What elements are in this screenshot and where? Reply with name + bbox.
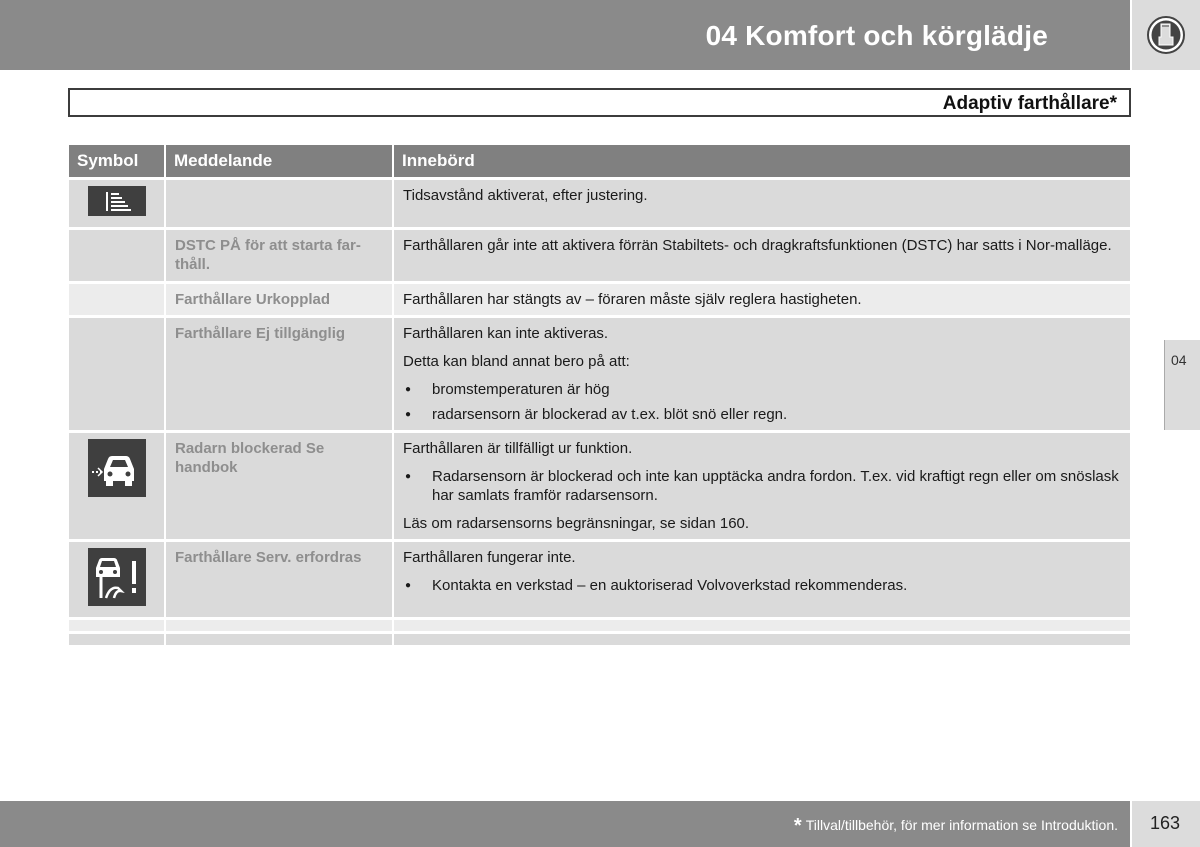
meaning-text: Detta kan bland annat bero på att:	[403, 353, 630, 370]
bullet-item: ● bromstemperaturen är hög	[403, 380, 1121, 399]
message-table	[69, 145, 1130, 645]
message-cell: Farthållare Urkopplad	[166, 281, 394, 315]
meaning-cell	[394, 315, 1130, 430]
radar-car-icon	[88, 439, 146, 497]
bullet-item: ● radarsensorn är blockerad av t.ex. blöt snö eller regn.	[403, 405, 1121, 424]
bullet-item: ● Radarsensorn är blockerad och inte kan upptäcka andra fordon. T.ex. vid kraftigt regn eller om snöslask har samlats framför radarsensorn.	[403, 467, 1121, 505]
chapter-header	[0, 0, 1130, 70]
seat-icon	[1146, 15, 1186, 55]
empty-cell	[69, 617, 166, 631]
chapter-title: 04 Komfort och körglädje	[705, 20, 1048, 51]
meaning-text: Farthållaren har stängts av – föraren måste själv reglera hastigheten.	[403, 291, 862, 308]
message-cell: Farthållare Ej tillgänglig	[166, 315, 394, 430]
empty-cell	[69, 631, 166, 645]
meaning-text: Farthållaren går inte att aktivera förrän Stabiltets- och dragkraftsfunktionen (DSTC) har satts i Nor-malläge.	[403, 237, 1112, 254]
table-row-empty	[69, 617, 1130, 631]
footnote	[794, 815, 1118, 838]
meaning-text: Tidsavstånd aktiverat, efter justering.	[403, 187, 648, 204]
meaning-text: Läs om radarsensorns begränsningar, se sidan 160.	[403, 515, 750, 532]
meaning-text: Farthållaren är tillfälligt ur funktion.	[403, 440, 633, 457]
bullet-item: ● Kontakta en verkstad – en auktoriserad Volvoverkstad rekommenderas.	[403, 576, 1121, 595]
empty-cell	[166, 631, 394, 645]
empty-cell	[166, 617, 394, 631]
message-cell: DSTC PÅ för att starta far-thåll.	[166, 227, 394, 281]
symbol-cell	[69, 281, 166, 315]
table-row	[69, 539, 1130, 617]
page-number-box	[1132, 801, 1200, 847]
table-header-row	[69, 145, 1130, 177]
chapter-side-tab	[1164, 340, 1200, 430]
bullet-list	[403, 380, 1121, 424]
table-row	[69, 315, 1130, 430]
meaning-text: Farthållaren kan inte aktiveras.	[403, 325, 609, 342]
meaning-cell	[394, 281, 1130, 315]
footnote-text: Tillval/tillbehör, för mer information se Introduktion.	[805, 817, 1118, 833]
meaning-cell	[394, 539, 1130, 617]
message-cell	[166, 177, 394, 227]
symbol-cell	[69, 315, 166, 430]
section-title: Adaptiv farthållare*	[942, 93, 1117, 114]
empty-cell	[394, 617, 1130, 631]
section-header	[68, 88, 1131, 117]
table-row-empty	[69, 631, 1130, 645]
symbol-cell	[69, 177, 166, 227]
empty-cell	[394, 631, 1130, 645]
meaning-cell	[394, 227, 1130, 281]
distance-bars-icon	[88, 186, 146, 216]
side-tab-label: 04	[1171, 352, 1187, 368]
column-header-meaning: Innebörd	[394, 145, 1130, 177]
page-footer	[0, 801, 1130, 847]
table-row	[69, 430, 1130, 539]
symbol-cell	[69, 227, 166, 281]
bullet-list	[403, 467, 1121, 505]
service-warning-icon	[88, 548, 146, 606]
meaning-text: Farthållaren fungerar inte.	[403, 549, 576, 566]
footnote-star: *	[793, 815, 802, 837]
message-cell: Radarn blockerad Se handbok	[166, 430, 394, 539]
meaning-cell	[394, 430, 1130, 539]
message-cell: Farthållare Serv. erfordras	[166, 539, 394, 617]
column-header-message: Meddelande	[166, 145, 394, 177]
symbol-cell	[69, 430, 166, 539]
chapter-icon-box	[1132, 0, 1200, 70]
table-row	[69, 177, 1130, 227]
symbol-cell	[69, 539, 166, 617]
table-row	[69, 281, 1130, 315]
page-number: 163	[1150, 813, 1181, 833]
column-header-symbol: Symbol	[69, 145, 166, 177]
bullet-list	[403, 576, 1121, 595]
meaning-cell	[394, 177, 1130, 227]
table-row	[69, 227, 1130, 281]
